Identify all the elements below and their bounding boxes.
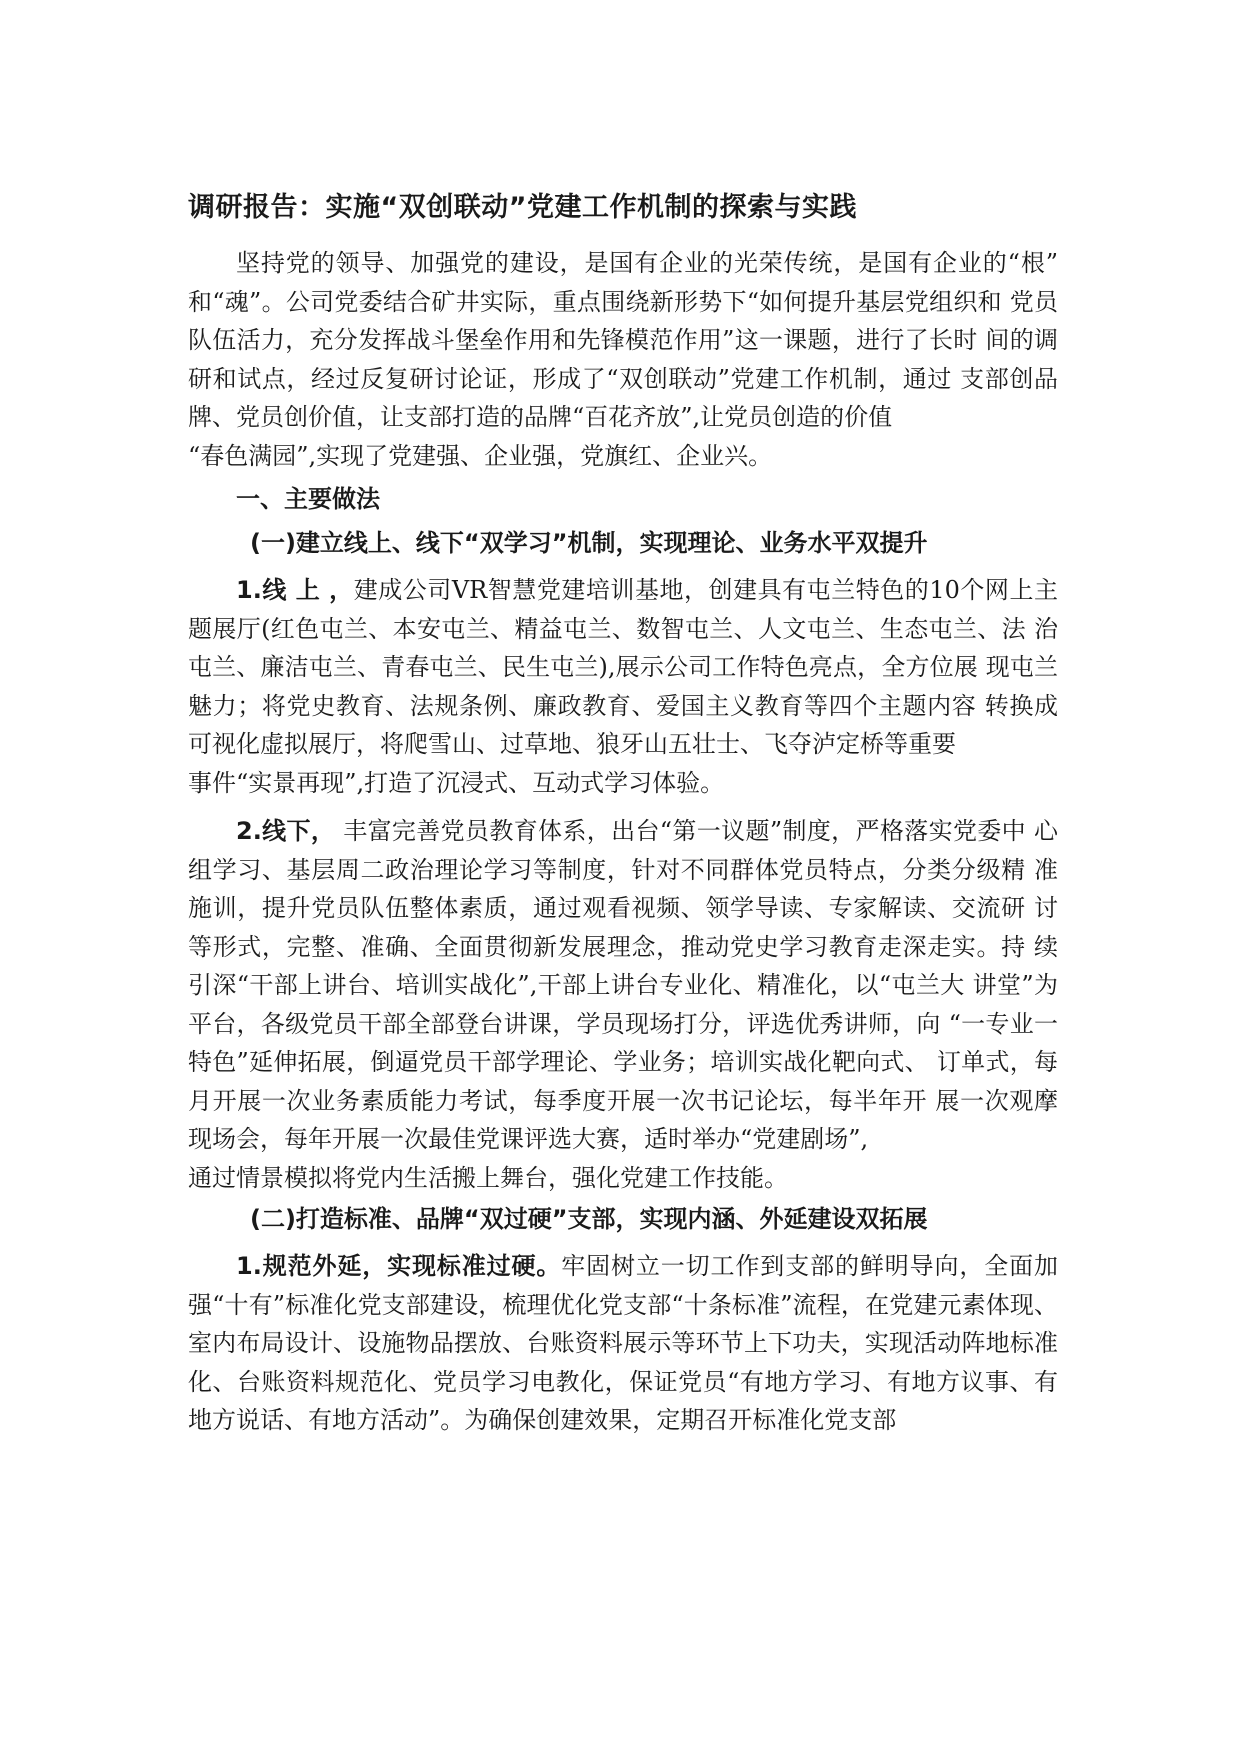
paragraph-standard-excellence-lead: 1.规范外延，实现标准过硬。 [236,1252,562,1280]
document-page [188,188,1058,1440]
intro-paragraph-tail: “春色满园”,实现了党建强、企业强，党旗红、企业兴。 [188,441,773,470]
paragraph-offline-lead: 2.线下， [236,817,336,845]
paragraph-online-tail: 事件“实景再现”,打造了沉浸式、互动式学习体验。 [188,768,725,797]
paragraph-online [188,571,1058,764]
paragraph-spacer [188,802,1058,812]
subsection-heading-dual-learning: (一)建立线上、线下“双学习”机制，实现理论、业务水平双提升 [250,529,928,557]
document-title: 调研报告：实施“双创联动”党建工作机制的探索与实践 [188,192,857,223]
paragraph-offline [188,812,1058,1159]
paragraph-online-body: 建成公司VR智慧党建培训基地，创建具有屯兰特色的10个网上主 题展厅(红色屯兰、本安屯兰、精益屯兰、数智屯兰、人文屯兰、生态屯兰、法 治屯兰、廉洁屯兰、青春屯兰、民生屯兰),展示公司工作特色亮点，全方位展 现屯兰魅力；将党史教育、法规条例、廉政教育、爱国主义教育等四个主题内容 转换成可视化虚拟展厅，将爬雪山、过草地、狼牙山五壮士、飞夺泸定桥等重要 [188,576,1058,758]
section-heading-main-practices: 一、主要做法 [236,485,380,513]
paragraph-standard-excellence-body: 牢固树立一切工作到支部的鲜明导向，全面加强“十有”标准化党支部建设，梳理优化党支部“十条标准”流程，在党建元素体现、室内布局设计、设施物品摆放、台账资料展示等环节上下功夫，实现活动阵地标准化、台账资料规范化、党员学习电教化，保证党员“有地方学习、有地方议事、有地方说话、有地方活动”。为确保创建效果，定期召开标准化党支部 [188,1252,1058,1434]
paragraph-online-lead: 1.线 上 ， [236,576,354,604]
paragraph-offline-tail: 通过情景模拟将党内生活搬上舞台，强化党建工作技能。 [188,1163,788,1192]
intro-paragraph: 坚持党的领导、加强党的建设，是国有企业的光荣传统，是国有企业的“根” 和“魂”。公司党委结合矿井实际，重点围绕新形势下“如何提升基层党组织和 党员队伍活力，充分发挥战斗堡垒作用和先锋模范作用”这一课题，进行了长时 间的调研和试点，经过反复研讨论证，形成了“双创联动”党建工作机制，通过 支部创品牌、党员创价值，让支部打造的品牌“百花齐放”,让党员创造的价值 [188,249,1058,431]
paragraph-standard-excellence [188,1247,1058,1440]
paragraph-offline-body: 丰富完善党员教育体系，出台“第一议题”制度，严格落实党委中 心组学习、基层周二政治理论学习等制度，针对不同群体党员特点，分类分级精 准施训，提升党员队伍整体素质，通过观看视频、领学导读、专家解读、交流研 讨等形式，完整、准确、全面贯彻新发展理念，推动党史学习教育走深走实。持 续引深“干部上讲台、培训实战化”,干部上讲台专业化、精准化，以“屯兰大 讲堂”为平台，各级党员干部全部登台讲课，学员现场打分，评选优秀讲师，向 “一专业一特色”延伸拓展，倒逼党员干部学理论、学业务；培训实战化靶向式、 订单式，每月开展一次业务素质能力考试，每季度开展一次书记论坛，每半年开 展一次观摩现场会，每年开展一次最佳党课评选大赛，适时举办“党建剧场”, [188,817,1058,1153]
subsection-heading-dual-excellence: (二)打造标准、品牌“双过硬”支部，实现内涵、外延建设双拓展 [250,1205,928,1233]
